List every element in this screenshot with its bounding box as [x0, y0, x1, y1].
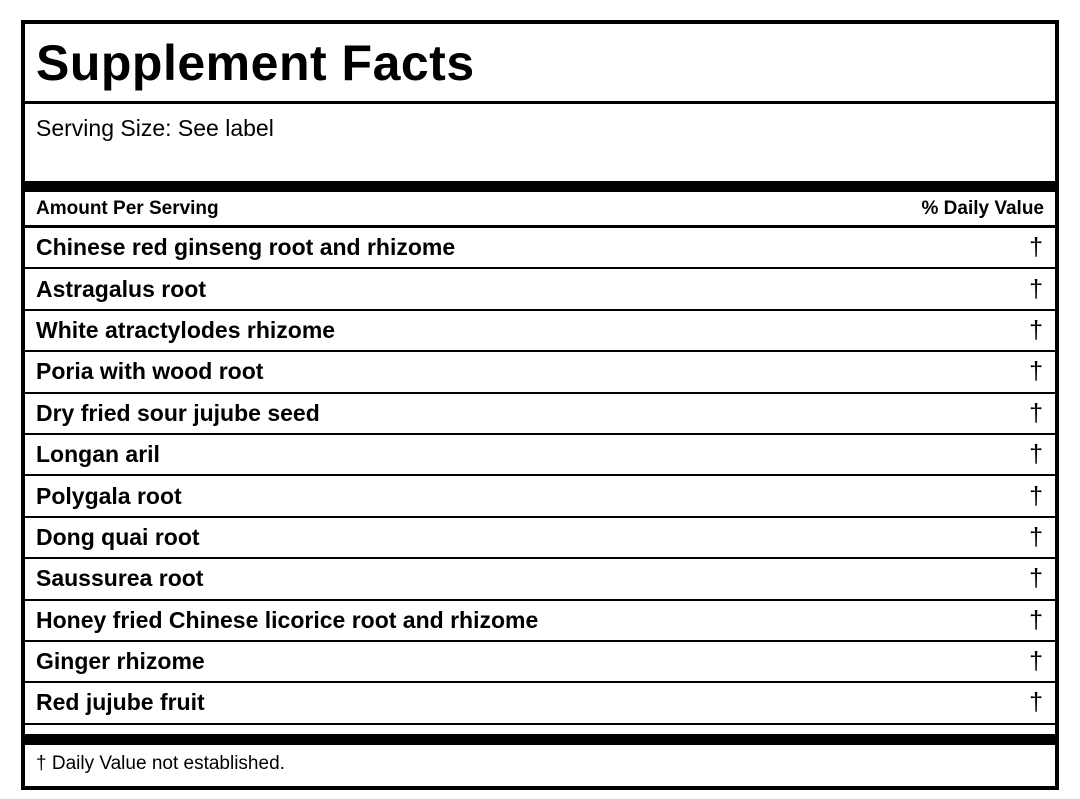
- ingredient-name: Ginger rhizome: [36, 648, 205, 675]
- ingredient-name: Longan aril: [36, 441, 160, 468]
- title-section: [25, 24, 1055, 104]
- ingredient-daily-value: †: [1029, 357, 1043, 386]
- ingredient-daily-value: †: [1029, 233, 1043, 262]
- ingredient-daily-value: †: [1029, 605, 1043, 634]
- ingredient-name: Honey fried Chinese licorice root and rhizome: [36, 606, 539, 633]
- ingredient-row: [25, 559, 1055, 600]
- ingredient-daily-value: †: [1029, 688, 1043, 717]
- ingredient-row: [25, 352, 1055, 393]
- ingredient-row: [25, 601, 1055, 642]
- ingredient-row: [25, 518, 1055, 559]
- ingredient-name: Dong quai root: [36, 523, 200, 550]
- ingredient-name: Chinese red ginseng root and rhizome: [36, 234, 456, 261]
- ingredient-row: [25, 311, 1055, 352]
- ingredient-row: [25, 435, 1055, 476]
- ingredient-name: Astragalus root: [36, 275, 206, 302]
- ingredient-name: Poria with wood root: [36, 358, 264, 385]
- ingredient-name: Polygala root: [36, 482, 182, 509]
- top-thick-divider: [25, 181, 1055, 192]
- ingredient-name: White atractylodes rhizome: [36, 316, 336, 343]
- ingredient-row: [25, 642, 1055, 683]
- ingredient-name: Red jujube fruit: [36, 689, 205, 716]
- ingredient-daily-value: †: [1029, 481, 1043, 510]
- column-header-row: [25, 192, 1055, 228]
- bottom-spacer: [25, 725, 1055, 734]
- ingredient-daily-value: †: [1029, 315, 1043, 344]
- serving-section: [25, 104, 1055, 181]
- ingredient-daily-value: †: [1029, 522, 1043, 551]
- ingredient-row: [25, 683, 1055, 724]
- ingredient-row: [25, 476, 1055, 517]
- ingredient-daily-value: †: [1029, 274, 1043, 303]
- ingredient-daily-value: †: [1029, 647, 1043, 676]
- footnote: † Daily Value not established.: [36, 752, 285, 774]
- panel-title: Supplement Facts: [36, 35, 475, 91]
- daily-value-label: % Daily Value: [921, 197, 1044, 219]
- ingredient-daily-value: †: [1029, 398, 1043, 427]
- bottom-thick-divider: [25, 734, 1055, 745]
- supplement-facts-panel: [21, 20, 1059, 790]
- ingredient-row: [25, 228, 1055, 269]
- ingredient-name: Dry fried sour jujube seed: [36, 399, 320, 426]
- ingredient-daily-value: †: [1029, 440, 1043, 469]
- ingredient-row: [25, 394, 1055, 435]
- ingredient-row: [25, 269, 1055, 310]
- amount-per-serving-label: Amount Per Serving: [36, 197, 219, 219]
- ingredient-name: Saussurea root: [36, 565, 204, 592]
- ingredient-daily-value: †: [1029, 564, 1043, 593]
- serving-size: Serving Size: See label: [36, 115, 274, 141]
